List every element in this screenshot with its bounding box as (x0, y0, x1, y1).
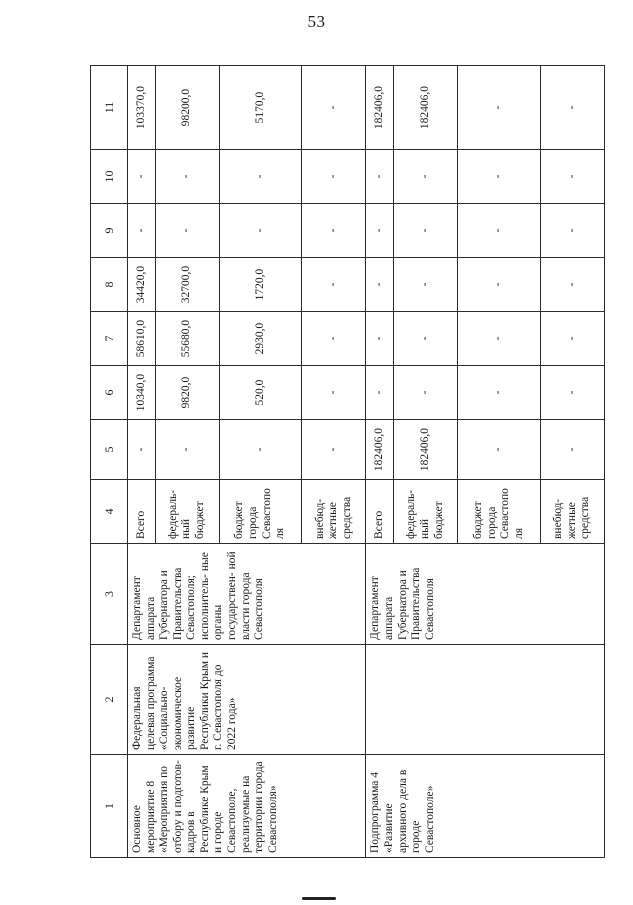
rotated-table-frame (90, 66, 605, 858)
funding-source-cell: Всего (128, 480, 156, 544)
column-number-row (91, 66, 128, 858)
value-cell: 34420,0 (128, 258, 156, 312)
column-number: 8 (91, 258, 128, 312)
value-cell: - (155, 150, 219, 204)
value-cell: - (458, 312, 540, 366)
total-cell: 182406,0 (394, 66, 458, 150)
value-cell: 182406,0 (394, 420, 458, 480)
funding-source-cell: внебюд- жетные средства (540, 480, 604, 544)
total-cell: 5170,0 (219, 66, 301, 150)
column-number: 5 (91, 420, 128, 480)
value-cell: - (458, 258, 540, 312)
value-cell: - (155, 204, 219, 258)
column-number: 10 (91, 150, 128, 204)
value-cell: 1720,0 (219, 258, 301, 312)
column-number: 6 (91, 366, 128, 420)
value-cell: - (128, 150, 156, 204)
value-cell: - (394, 312, 458, 366)
total-cell: - (302, 66, 366, 150)
value-cell: - (394, 258, 458, 312)
value-cell: - (458, 366, 540, 420)
value-cell: - (219, 204, 301, 258)
program-cell (366, 645, 605, 755)
scan-mark (302, 897, 336, 900)
value-cell: - (219, 420, 301, 480)
column-number: 7 (91, 312, 128, 366)
value-cell: - (458, 150, 540, 204)
total-cell: - (540, 66, 604, 150)
value-cell: - (458, 204, 540, 258)
value-cell: 10340,0 (128, 366, 156, 420)
value-cell: - (394, 204, 458, 258)
value-cell: - (302, 366, 366, 420)
value-cell: 32700,0 (155, 258, 219, 312)
column-number: 1 (91, 755, 128, 858)
column-number: 3 (91, 544, 128, 645)
column-number: 4 (91, 480, 128, 544)
value-cell: - (540, 420, 604, 480)
value-cell: - (302, 204, 366, 258)
value-cell: - (128, 204, 156, 258)
table-row (128, 66, 156, 858)
value-cell: - (540, 150, 604, 204)
value-cell: - (540, 312, 604, 366)
value-cell: - (366, 366, 394, 420)
total-cell: 98200,0 (155, 66, 219, 150)
funding-source-cell: Всего (366, 480, 394, 544)
total-cell: 103370,0 (128, 66, 156, 150)
column-number: 2 (91, 645, 128, 755)
value-cell: 58610,0 (128, 312, 156, 366)
value-cell: - (366, 150, 394, 204)
executor-cell: Департамент аппарата Губернатора и Правительства Севастополя (366, 544, 605, 645)
value-cell: 182406,0 (366, 420, 394, 480)
value-cell: - (458, 420, 540, 480)
value-cell: - (302, 150, 366, 204)
value-cell: - (302, 420, 366, 480)
value-cell: - (366, 204, 394, 258)
value-cell: - (366, 258, 394, 312)
value-cell: - (302, 258, 366, 312)
value-cell: - (128, 420, 156, 480)
funding-source-cell: бюджет города Севастополя (219, 480, 301, 544)
value-cell: - (540, 258, 604, 312)
executor-cell: Департамент аппарата Губернатора и Правительства Севастополя; исполнитель- ные органы государствен- ной власти города Севастополя (128, 544, 366, 645)
value-cell: - (540, 366, 604, 420)
value-cell: - (540, 204, 604, 258)
budget-table (90, 65, 605, 858)
value-cell: 2930,0 (219, 312, 301, 366)
value-cell: - (302, 312, 366, 366)
value-cell: 9820,0 (155, 366, 219, 420)
column-number: 9 (91, 204, 128, 258)
value-cell: - (155, 420, 219, 480)
activity-name-cell: Основное мероприятие 8 «Мероприятия по отбору и подготов- кадров в Республике Крым и городе Севастополе, реализуемые на территории города Севастополя» (128, 755, 366, 858)
value-cell: 520,0 (219, 366, 301, 420)
value-cell: - (394, 366, 458, 420)
column-number: 11 (91, 66, 128, 150)
value-cell: - (219, 150, 301, 204)
funding-source-cell: внебюд- жетные средства (302, 480, 366, 544)
total-cell: - (458, 66, 540, 150)
value-cell: - (366, 312, 394, 366)
rotated-table-container (90, 66, 605, 858)
activity-name-cell: Подпрограмма 4 «Развитие архивного дела в городе Севастополе» (366, 755, 605, 858)
table-row (366, 66, 394, 858)
total-cell: 182406,0 (366, 66, 394, 150)
page-number: 53 (307, 12, 326, 31)
funding-source-cell: федераль- ный бюджет (394, 480, 458, 544)
funding-source-cell: бюджет города Севастополя (458, 480, 540, 544)
value-cell: - (394, 150, 458, 204)
value-cell: 55680,0 (155, 312, 219, 366)
funding-source-cell: федераль- ный бюджет (155, 480, 219, 544)
program-cell: Федеральная целевая программа «Социально- экономическое развитие Республики Крым и г. Севастополя до 2022 года» (128, 645, 366, 755)
